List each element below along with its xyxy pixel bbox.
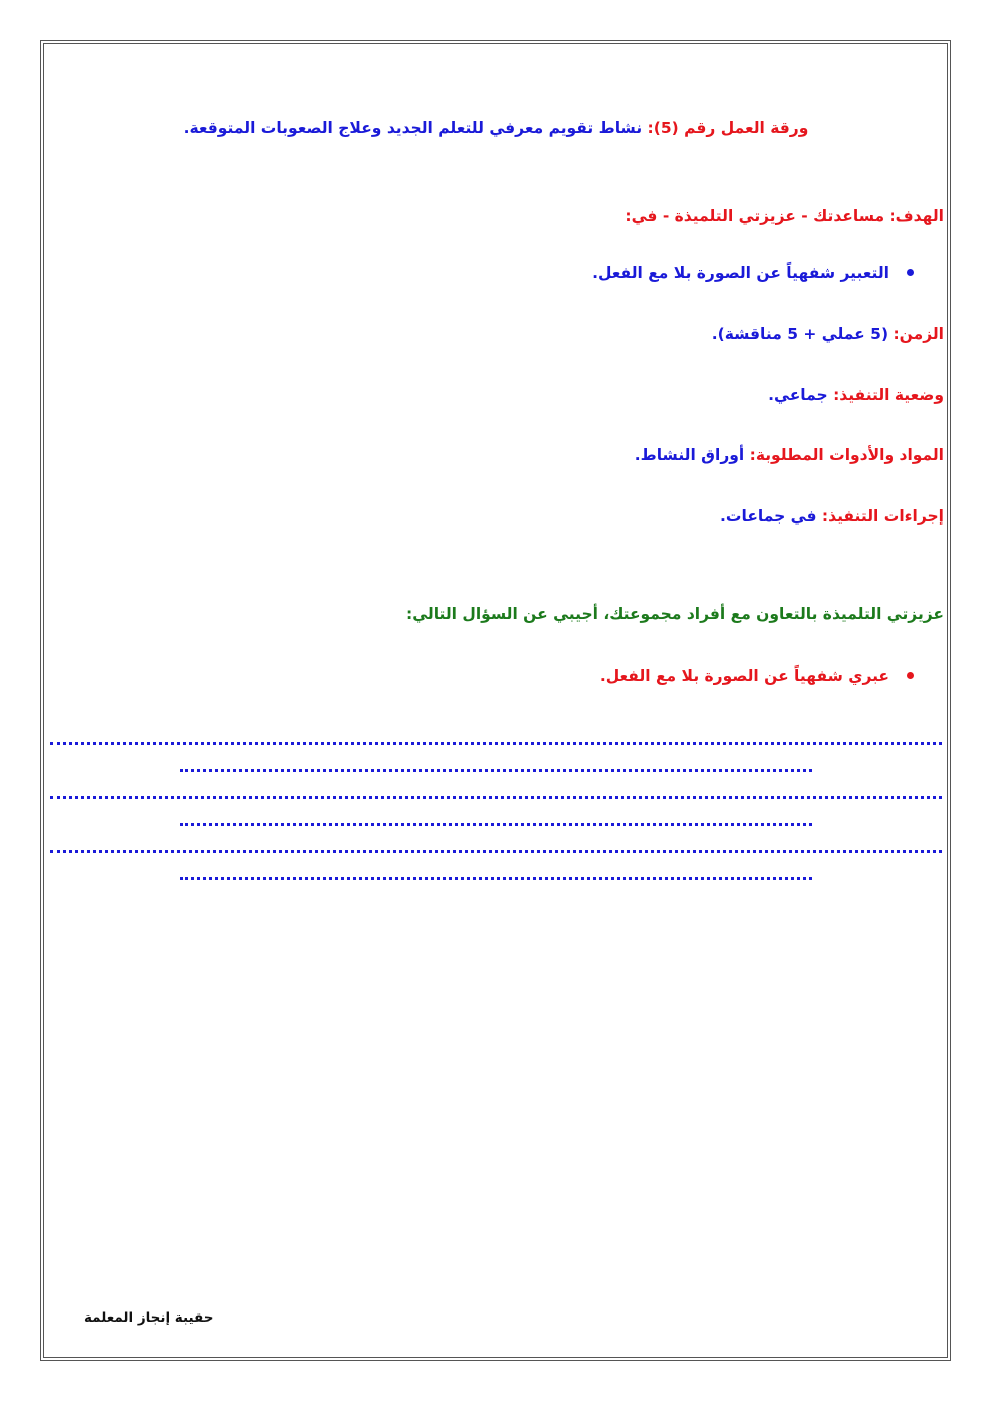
footer-text: حقيبة إنجاز المعلمة [84,1310,214,1326]
answer-line[interactable] [50,796,942,799]
question-bullet-item [600,665,914,687]
bullet-icon [907,672,914,679]
goal-bullet-item [592,262,914,284]
procedure-value: في جماعات. [720,507,817,525]
materials-row [635,444,944,466]
procedure-row [720,505,944,527]
procedure-label: إجراءات التنفيذ: [821,507,944,525]
worksheet-title [48,117,944,139]
worksheet-title-label: ورقة العمل رقم (5): [647,119,809,137]
worksheet-title-text: نشاط تقويم معرفي للتعلم الجديد وعلاج الصعوبات المتوقعة. [183,119,643,137]
page-border-inner [43,43,948,1358]
answer-line[interactable] [180,769,812,772]
answer-line[interactable] [50,850,942,853]
answer-line[interactable] [180,823,812,826]
answer-line[interactable] [180,877,812,880]
mode-label: وضعية التنفيذ: [833,386,944,404]
time-row [712,323,944,345]
goal-bullet-text: التعبير شفهياً عن الصورة بلا مع الفعل. [592,264,889,282]
instruction-text: عزيزتي التلميذة بالتعاون مع أفراد مجموعتك، أجيبي عن السؤال التالي: [406,605,944,623]
goal-heading: الهدف: مساعدتك - عزيزتي التلميذة - في: [625,207,944,225]
mode-value: جماعي. [768,386,828,404]
question-text: عبري شفهياً عن الصورة بلا مع الفعل. [599,667,889,685]
materials-value: أوراق النشاط. [634,446,745,464]
answer-line[interactable] [50,742,942,745]
mode-row [768,384,944,406]
time-label: الزمن: [893,325,944,343]
materials-label: المواد والأدوات المطلوبة: [749,446,944,464]
time-value: (5 عملي + 5 مناقشة). [711,325,889,343]
bullet-icon [907,269,914,276]
